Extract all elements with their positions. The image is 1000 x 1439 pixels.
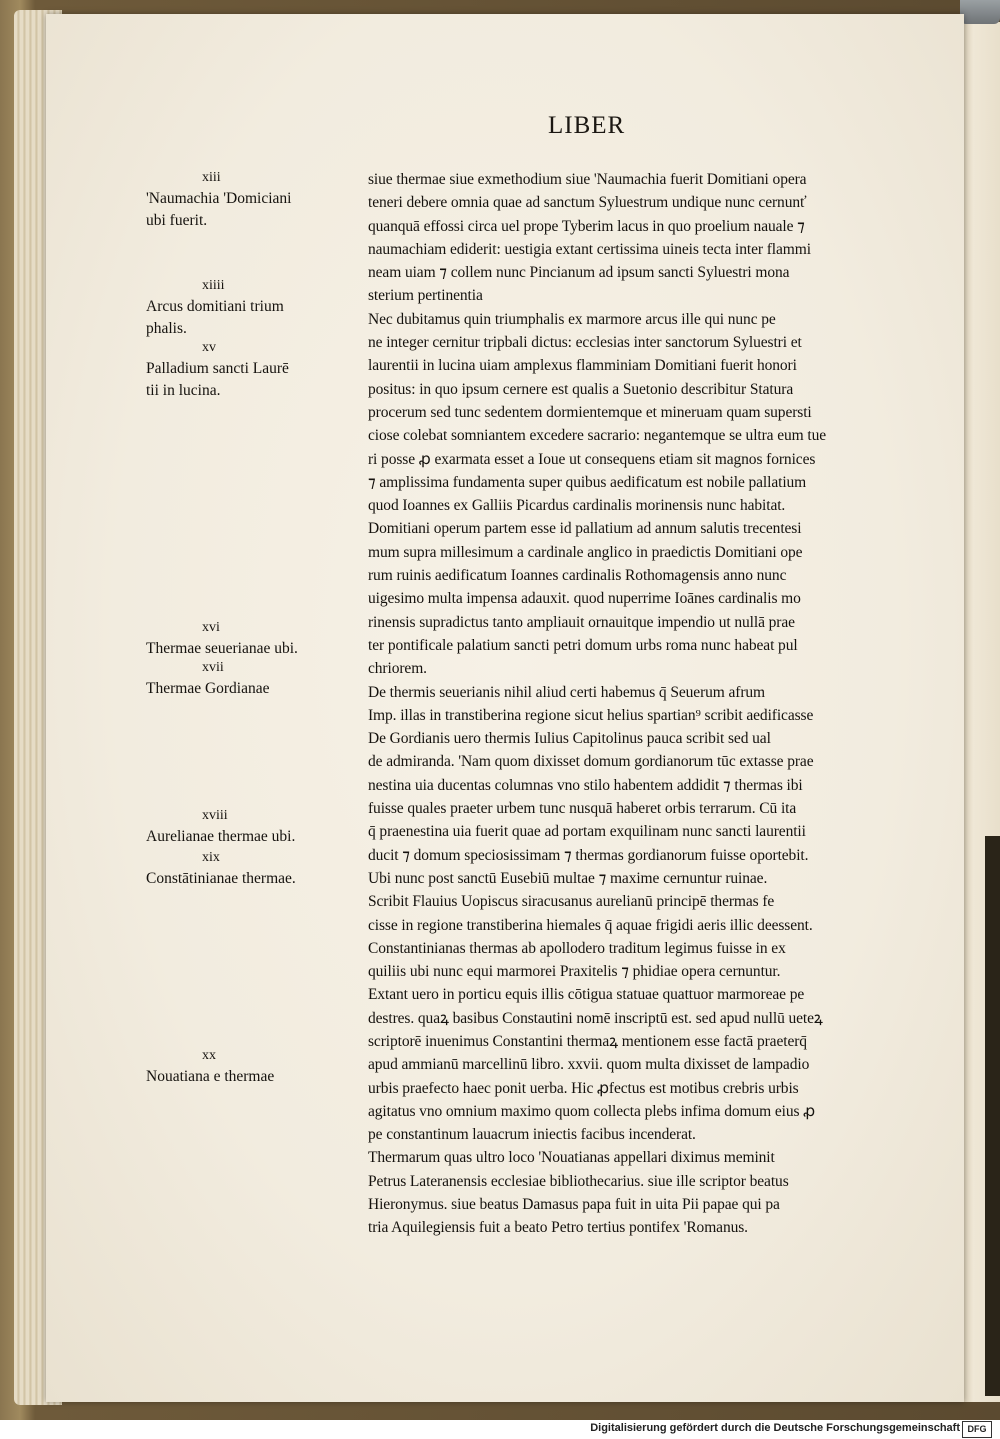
text-line: Imp. illas in transtiberina regione sicut helius spartian⁹ scribit aedificasse xyxy=(368,706,814,724)
text-line: ⁊ amplissima fundamenta super quibus aedificatum est nobile pallatium xyxy=(368,473,807,491)
text-line: ter pontificale palatium sancti petri domum urbs roma nunc habeat pul xyxy=(368,636,798,654)
text-line: De Gordianis uero thermis Iulius Capitolinus pauca scribit sed ual xyxy=(368,730,771,748)
text-line: ciose colebat somniantem excedere sacrario: negantemque se ultra eum tue xyxy=(368,427,827,445)
dfg-logo: DFG xyxy=(962,1421,992,1438)
text-line: laurentii in lucina uiam amplexus flamminiam Domitiani fuerit honori xyxy=(368,357,797,375)
note-line: phalis. xyxy=(146,320,187,337)
text-line: apud ammianū marcellinū libro. xxvii. quom multa dixisset de lampadio xyxy=(368,1056,810,1074)
text-line: teneri debere omnia quae ad sanctum Syluestrum undique nunc cernunť xyxy=(368,194,807,212)
text-line: Constantinianas thermas ab apollodero traditum legimus fuisse in ex xyxy=(368,939,786,957)
note-line: Nouatiana e thermae xyxy=(146,1068,275,1085)
main-text-block xyxy=(368,168,878,1240)
note-number: xix xyxy=(202,850,220,865)
binding-strip xyxy=(985,836,1000,1396)
note-number: xiiii xyxy=(202,278,225,293)
margin-note-17 xyxy=(146,658,366,700)
text-line: scriptorē inuenimus Constantini thermaꝝ mentionem esse factā praeterq̄ xyxy=(368,1032,807,1050)
text-line: Thermarum quas ultro loco 'Nouatianas appellari diximus meminit xyxy=(368,1149,775,1167)
text-line: quanquā effossi circa uel prope Tyberim lacus in quo proelium nauale ⁊ xyxy=(368,217,805,235)
text-line: siue thermae siue exmethodium siue 'Naumachia fuerit Domitiani opera xyxy=(368,171,807,188)
text-line: procerum sed tunc sedentem dormientemque et mineruam quam supersti xyxy=(368,403,812,421)
note-line: Thermae Gordianae xyxy=(146,680,270,697)
margin-note-20 xyxy=(146,1046,366,1088)
note-line: Constātinianae thermae. xyxy=(146,870,296,887)
text-line: Extant uero in porticu equis illis cōtigua statuae quattuor marmoreae pe xyxy=(368,986,805,1004)
text-line: positus: in quo ipsum cernere est qualis a Suetonio describitur Statura xyxy=(368,380,794,398)
text-line: Domitiani operum partem esse id pallatium ad annum salutis trecentesi xyxy=(368,520,802,538)
text-line: rum ruinis aedificatum Ioannes cardinalis Rothomagensis anno nunc xyxy=(368,567,787,585)
text-line: sterium pertinentia xyxy=(368,287,483,305)
note-number: xvii xyxy=(202,660,224,675)
text-line: De thermis seuerianis nihil aliud certi habemus q̄ Seuerum afrum xyxy=(368,683,766,701)
text-line: ducit ⁊ domum speciosissimam ⁊ thermas gordianorum fuisse oportebit. xyxy=(368,846,809,864)
margin-note-13 xyxy=(146,168,366,232)
footer-credit: Digitalisierung gefördert durch die Deutsche Forschungsgemeinschaft xyxy=(590,1422,960,1434)
text-line: Scribit Flauius Uopiscus siracusanus aurelianū principē thermas fe xyxy=(368,893,775,911)
text-line: nestina uia ducentas columnas vno stilo habentem addidit ⁊ thermas ibi xyxy=(368,776,803,794)
text-line: ne integer cernitur tripbali dictus: ecclesias inter sanctorum Syluestri et xyxy=(368,334,802,352)
text-line: Ubi nunc post sanctū Eusebiū multae ⁊ maxime cernuntur ruinae. xyxy=(368,869,768,887)
text-line: uigesimo multa impensa adauxit. quod nuperrime Ioānes cardinalis mo xyxy=(368,590,801,608)
text-line: cisse in regione transtiberina hiemales q̄ aquae frigidi aeris illic deessent. xyxy=(368,916,813,934)
text-line: quod Ioannes ex Galliis Picardus cardinalis morinensis nunc habitat. xyxy=(368,497,786,515)
text-line: urbis praefecto haec ponit uerba. Hic ꝓfectus est motibus crebris urbis xyxy=(368,1079,799,1097)
note-number: xx xyxy=(202,1048,216,1063)
text-line: ri posse ꝓ exarmata esset a Ioue ut consequens etiam sit magnos fornices xyxy=(368,450,816,468)
note-line: Aurelianae thermae ubi. xyxy=(146,828,296,845)
text-line: naumachiam ediderit: uestigia extant certissima uineis tecta inter flammi xyxy=(368,240,811,258)
note-line: Palladium sancti Laurē xyxy=(146,360,289,377)
text-line: destres. quaꝝ basibus Constautini nomē inscriptū est. sed apud nullū ueteꝝ xyxy=(368,1009,823,1027)
note-number: xv xyxy=(202,340,216,355)
text-line: agitatus vno omnium maximo quom collecta plebs infima domum eius ꝓ xyxy=(368,1102,816,1120)
text-line: Petrus Lateranensis ecclesiae bibliothecarius. siue ille scriptor beatus xyxy=(368,1172,789,1190)
text-line: rinensis supradictus tanto ampliauit ornauitque impendio ut nullā prae xyxy=(368,613,795,631)
text-line: de admiranda. 'Nam quom dixisset domum gordianorum tūc extasse prae xyxy=(368,753,814,771)
margin-note-15 xyxy=(146,338,366,402)
note-line: Arcus domitiani trium xyxy=(146,298,284,315)
margin-note-19 xyxy=(146,848,366,890)
margin-note-16 xyxy=(146,618,366,660)
text-line: chriorem. xyxy=(368,660,427,678)
text-line: fuisse quales praeter urbem tunc nusquā haberet orbis terrarum. Cū ita xyxy=(368,800,797,818)
text-line: tria Aquilegiensis fuit a beato Petro tertius pontifex 'Romanus. xyxy=(368,1219,748,1237)
note-line: Thermae seuerianae ubi. xyxy=(146,640,298,657)
margin-note-18 xyxy=(146,806,366,848)
text-line: pe constantinum lauacrum iniectis facibus incenderat. xyxy=(368,1126,696,1144)
text-line: quiliis ubi nunc equi marmorei Praxitelis ⁊ phidiae opera cernuntur. xyxy=(368,963,781,981)
note-number: xviii xyxy=(202,808,228,823)
text-line: q̄ praenestina uia fuerit quae ad portam exquilinam nunc sancti laurentii xyxy=(368,823,806,841)
text-line: Nec dubitamus quin triumphalis ex marmore arcus ille qui nunc pe xyxy=(368,310,776,328)
text-line: Hieronymus. siue beatus Damasus papa fuit in uita Pii papae qui pa xyxy=(368,1196,780,1214)
text-line: neam uiam ⁊ collem nunc Pincianum ad ipsum sancti Syluestri mona xyxy=(368,264,790,282)
page-header: LIBER xyxy=(548,112,626,139)
note-line: tii in lucina. xyxy=(146,382,221,399)
note-number: xvi xyxy=(202,620,220,635)
page-clip xyxy=(960,0,1000,24)
text-line: mum supra millesimum a cardinale anglico in praedictis Domitiani ope xyxy=(368,543,803,561)
margin-note-14 xyxy=(146,276,366,340)
note-line: ubi fuerit. xyxy=(146,212,208,229)
note-number: xiii xyxy=(202,170,221,185)
note-line: 'Naumachia 'Domiciani xyxy=(146,190,292,207)
